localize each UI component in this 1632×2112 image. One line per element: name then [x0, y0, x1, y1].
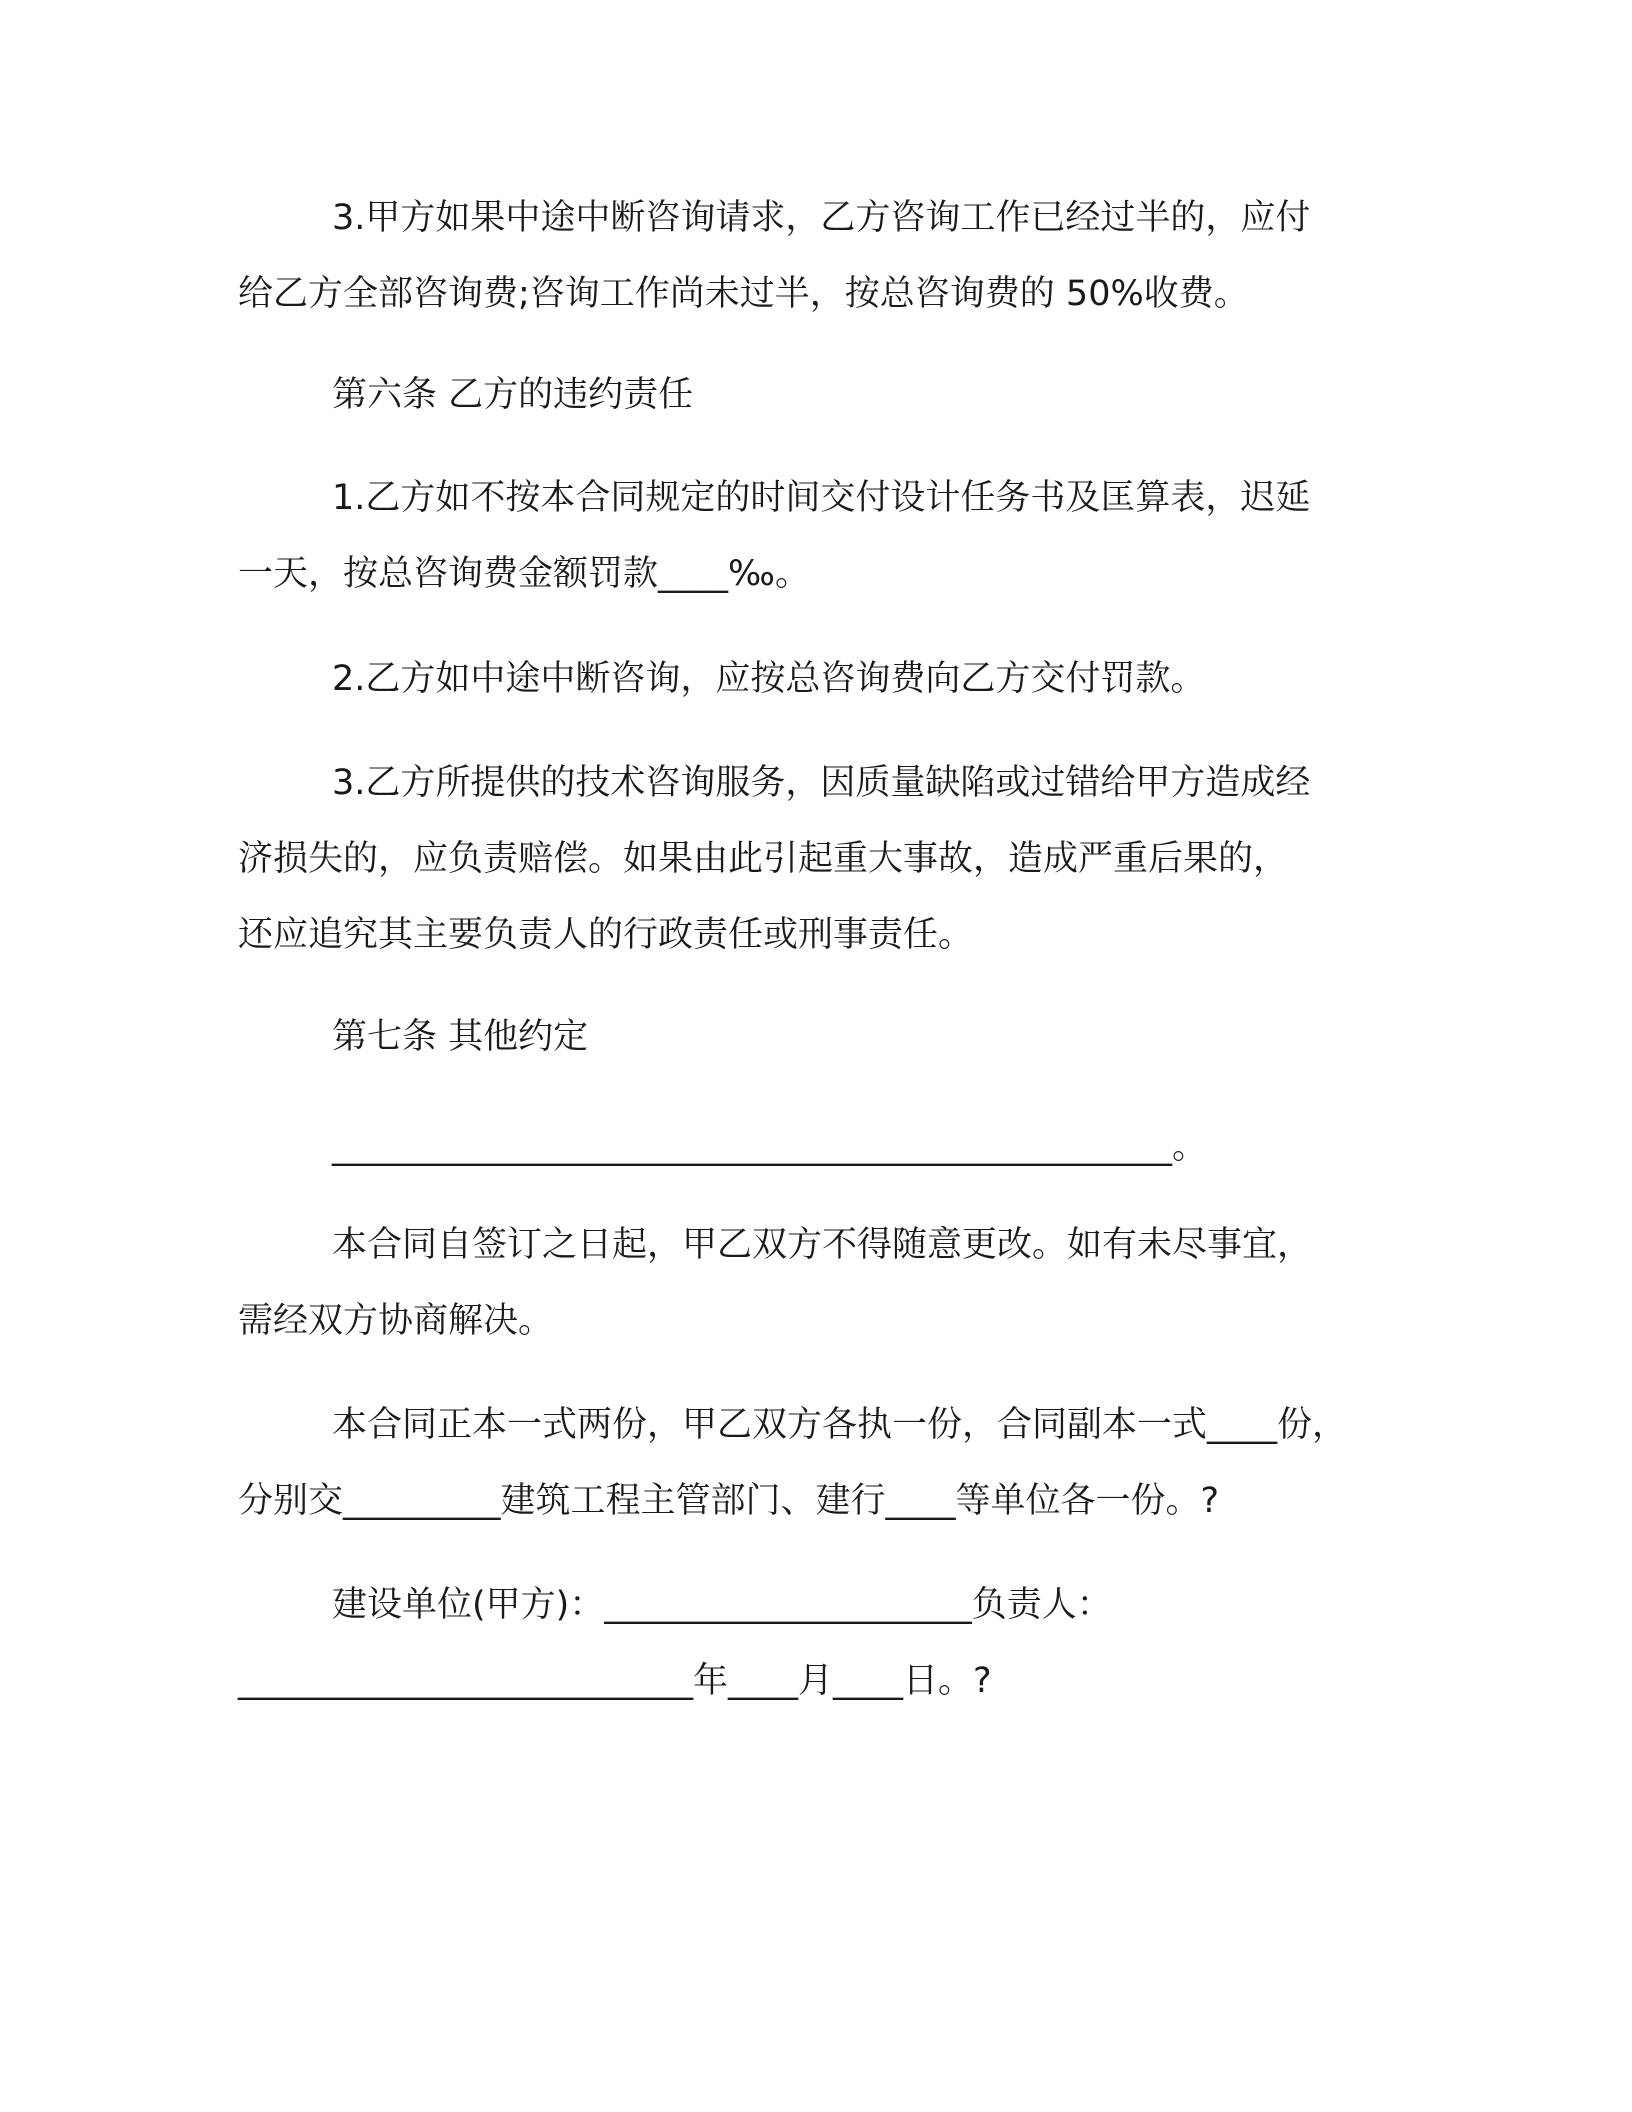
section-heading: 第六条 乙方的违约责任	[332, 375, 694, 415]
paragraph-line: 3.甲方如果中途中断咨询请求，乙方咨询工作已经过半的，应付	[332, 198, 1311, 238]
date-line: __________________________年____月____日。?	[238, 1661, 992, 1701]
blank-fill-line: ________________________________________________。	[332, 1127, 1208, 1167]
paragraph-line: 济损失的，应负责赔偿。如果由此引起重大事故，造成严重后果的，	[238, 839, 1289, 879]
paragraph-line: 3.乙方所提供的技术咨询服务，因质量缺陷或过错给甲方造成经	[332, 763, 1311, 803]
paragraph-line: 2.乙方如中途中断咨询，应按总咨询费向乙方交付罚款。	[332, 659, 1206, 699]
paragraph-line: 需经双方协商解决。	[238, 1301, 554, 1341]
paragraph-line: 一天，按总咨询费金额罚款____‰。	[238, 554, 810, 594]
section-heading: 第七条 其他约定	[332, 1017, 589, 1057]
paragraph-line: 给乙方全部咨询费;咨询工作尚未过半，按总咨询费的 50%收费。	[238, 274, 1249, 314]
paragraph-line: 本合同正本一式两份，甲乙双方各执一份，合同副本一式____份，	[332, 1405, 1348, 1445]
signature-line: 建设单位(甲方)：_____________________负责人：	[332, 1585, 1112, 1625]
paragraph-line: 1.乙方如不按本合同规定的时间交付设计任务书及匡算表，迟延	[332, 478, 1311, 518]
paragraph-line: 还应追究其主要负责人的行政责任或刑事责任。	[238, 915, 974, 955]
paragraph-line: 本合同自签订之日起，甲乙双方不得随意更改。如有未尽事宜，	[332, 1225, 1313, 1265]
paragraph-line: 分别交_________建筑工程主管部门、建行____等单位各一份。?	[238, 1481, 1220, 1521]
